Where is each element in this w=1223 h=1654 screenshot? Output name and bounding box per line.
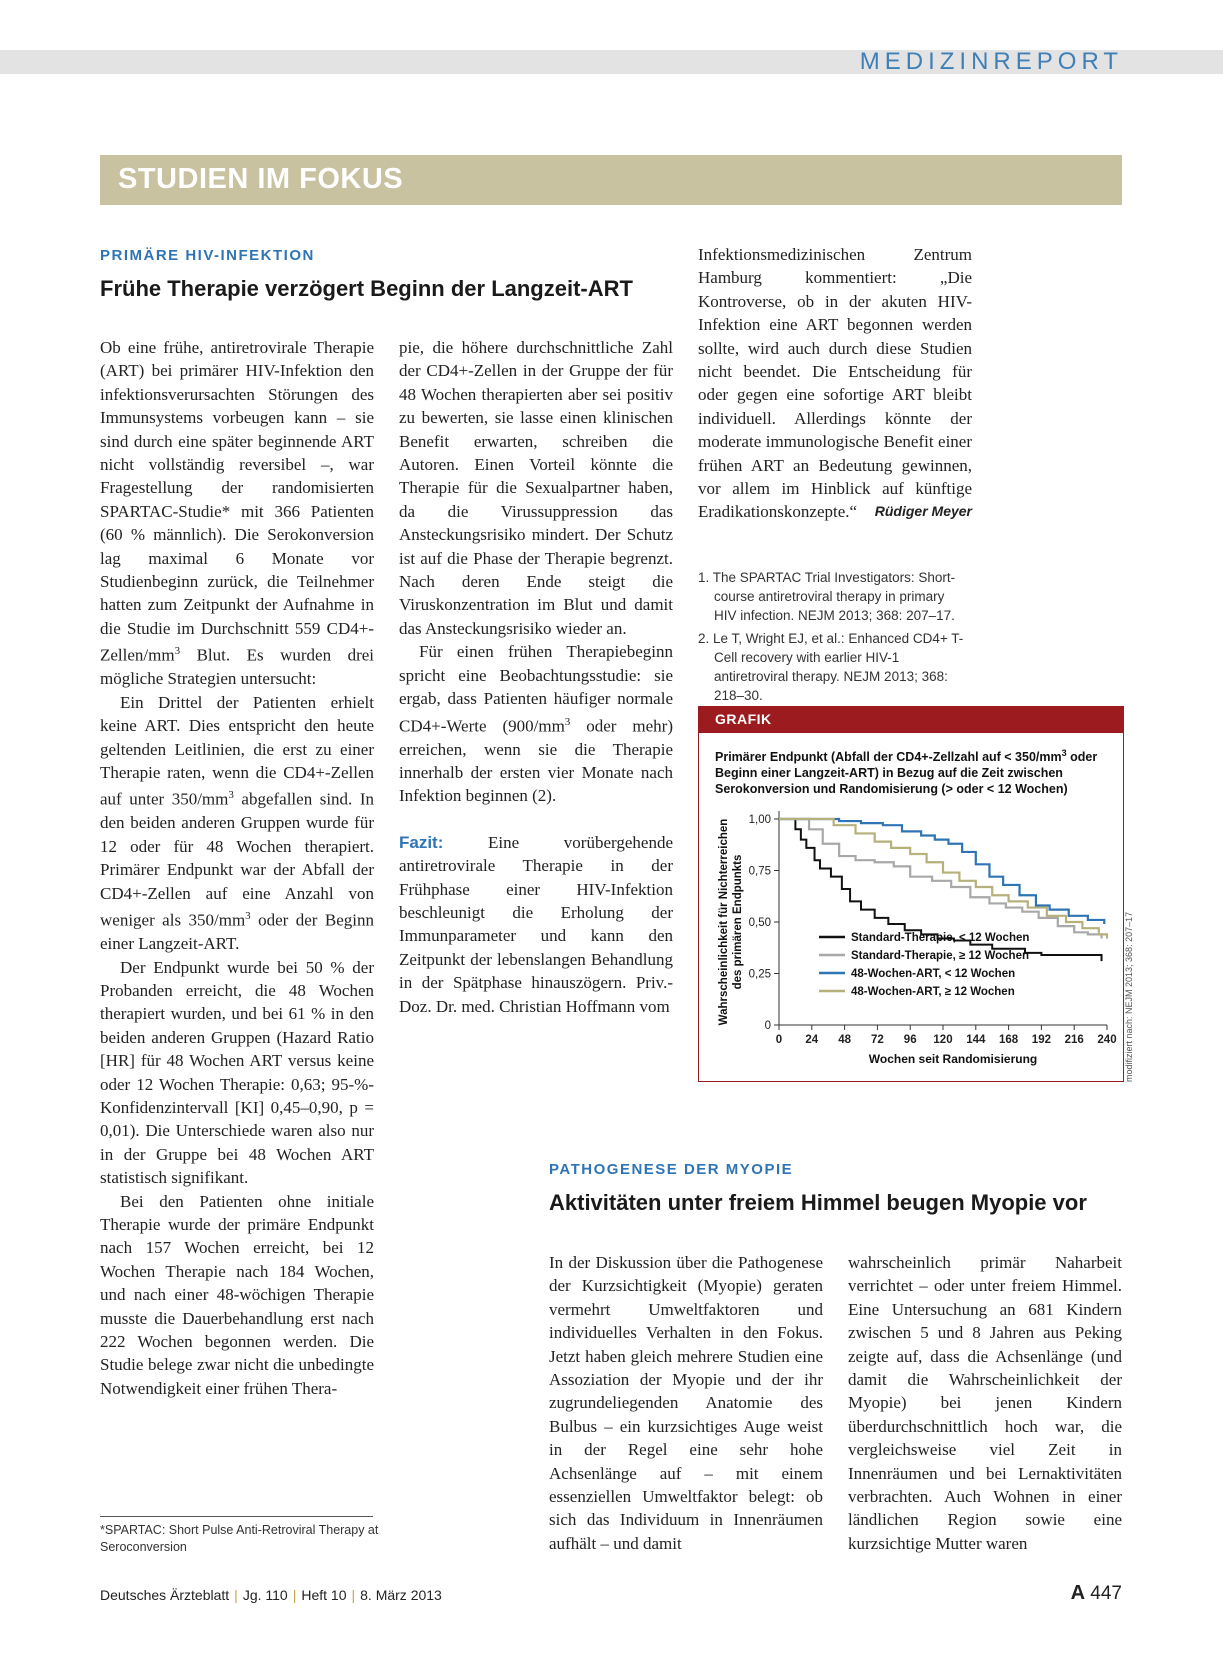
legend-label: Standard-Therapie, ≥ 12 Wochen [851, 950, 1029, 962]
journal-name: Deutsches Ärzteblatt [100, 1587, 230, 1603]
volume: Jg. 110 [242, 1587, 288, 1603]
rubric: MEDIZINREPORT [859, 48, 1123, 75]
chart-svg [699, 707, 1123, 1081]
article2-column-2 [848, 1251, 1122, 1555]
x-tick-label: 48 [838, 1034, 851, 1046]
y-tick-label: 0 [764, 1020, 771, 1032]
article1-column-2 [399, 336, 673, 1018]
source-note: modifiziert nach: NEJM 2013; 368: 207–17 [1124, 911, 1134, 1082]
x-tick-label: 24 [805, 1034, 819, 1046]
date: 8. März 2013 [360, 1587, 442, 1603]
x-tick-label: 0 [775, 1034, 783, 1046]
section-bar [100, 155, 1122, 205]
fazit-paragraph: Fazit: Eine vorübergehende antiretrovirale Therapie in der Frühphase einer HIV-Infektion beschleunigt die Erholung der Immunparameter und kann den Zeitpunkt der lebenslangen Behandlung in der Spätphase hinauszögern. Priv.-Doz. Dr. med. Christian Hoffmann vom [399, 832, 673, 1016]
grafik-label: GRAFIK [699, 707, 1123, 733]
y-tick-label: 0,25 [748, 968, 771, 981]
references [698, 568, 968, 709]
legend-label: 48-Wochen-ART, < 12 Wochen [851, 968, 1016, 980]
paragraph: Ein Drittel der Patienten erhielt keine ART. Dies entspricht den heute geltenden Leitlinien, die erst zu einer Therapie raten, wenn die CD4+-Zellen auf unter $350/mm^3$ abgefallen sind. In den beiden anderen Gruppen wurde für 12 oder für 48 Wochen therapiert. Primärer Endpunkt war der Abfall der CD4+-Zellen auf eine Anzahl von weniger als $350/mm^3$ oder der Beginn einer Langzeit-ART. [100, 692, 374, 954]
y-tick-label: 0,75 [748, 865, 771, 878]
series-line-2 [779, 819, 1102, 938]
paragraph: Ob eine frühe, antiretrovirale Therapie (ART) bei primärer HIV-Infektion den infektionsverursachten Störungen des Immunsystems vorbeugen kann – sie sind durch eine später beginnende ART nicht vollständig reversibel –, war Fragestellung der randomisierten SPARTAC-Studie* mit 366 Patienten (60 % männlich). Die Serokonversion lag maximal 6 Monate vor Studienbeginn zurück, die Teilnehmer hatten zum Zeitpunkt der Aufnahme in die Studie im Durchschnitt 559 $CD4+-Zellen/mm^3$ Blut. Es wurden drei mögliche Strategien untersucht: [100, 338, 374, 689]
paragraph: wahrscheinlich primär Naharbeit verrichtet – oder unter freiem Himmel. Eine Untersuchung an 681 Kindern zwischen 5 und 8 Jahren aus Peking zeigte auf, dass die Achsenlänge (und damit die Wahrscheinlichkeit der Myopie) bei jenen Kindern überdurchschnittlich hoch war, die vergleichsweise viel Zeit in Innenräumen und bei Lernaktivitäten verbrachten. Auch Wohnen in einer ländlichen Region sowie eine kurzsichtige Mutter waren [848, 1253, 1122, 1553]
article2-column-1 [549, 1251, 823, 1555]
paragraph: Infektionsmedizinischen Zentrum Hamburg kommentiert: „Die Kontroverse, ob in der akuten HIV-Infektion eine ART begonnen werden sollte, wird auch durch diese Studien nicht beendet. Die Entscheidung für oder gegen eine sofortige ART bleibt individuell. Allerdings könnte der moderate immunologische Benefit einer frühen ART an Bedeutung gewinnen, vor allem im Hinblick auf künftige Eradikationskonzepte.“ Rüdiger Meyer [698, 243, 972, 524]
series-line-3 [779, 819, 1104, 924]
author: Rüdiger Meyer [874, 503, 972, 520]
x-tick-label: 168 [999, 1034, 1019, 1046]
chart-title: Primärer Endpunkt (Abfall der CD4+-Zellzahl auf < $350/mm^3$ oder Beginn einer Langzeit-ART) in Bezug auf die Zeit zwischen Serokonversion und Randomisierung (> oder < 12 Wochen) [715, 748, 1098, 797]
x-tick-label: 120 [933, 1034, 953, 1046]
article1-column-3 [698, 243, 972, 524]
y-axis-label-line2: des primären Endpunkts [732, 854, 744, 990]
article1-column-1 [100, 336, 374, 1400]
fazit-label: Fazit: [399, 832, 444, 852]
paragraph: pie, die höhere durchschnittliche Zahl der CD4+-Zellen in der Gruppe der für 48 Wochen therapierten aber sei positiv zu bewerten, sie lasse einen klinischen Benefit erwarten, schreiben die Autoren. Einen Vorteil könnte die Therapie für die Sexualpartner haben, da die Virussuppression das Ansteckungsrisiko mindert. Der Schutz ist auf die Phase der Therapie begrenzt. Nach deren Ende steigt die Viruskonzentration im Blut und damit das Ansteckungsrisiko wieder an. [399, 338, 673, 638]
x-tick-label: 240 [1097, 1034, 1117, 1046]
x-tick-label: 216 [1064, 1034, 1084, 1046]
paragraph: Bei den Patienten ohne initiale Therapie wurde der primäre Endpunkt nach 157 Wochen erreicht, bei 12 Wochen Therapie nach 184 Wochen, und nach einer 48-wöchigen Therapie musste die Dauerbehandlung erst nach 222 Wochen begonnen werden. Die Studie belege zwar nicht die unbedingte Notwendigkeit einer frühen Thera- [100, 1191, 374, 1398]
article2-kicker: PATHOGENESE DER MYOPIE [549, 1161, 794, 1178]
article1-kicker: PRIMÄRE HIV-INFEKTION [100, 247, 315, 264]
x-tick-label: 192 [1031, 1034, 1051, 1046]
footnote-divider [100, 1516, 373, 1517]
footer-citation: Deutsches Ärzteblatt | Jg. 110 | Heft 10 | 8. März 2013 [100, 1587, 442, 1603]
y-tick-label: 1,00 [748, 814, 771, 826]
x-tick-label: 144 [966, 1034, 986, 1046]
section-title: STUDIEN IM FOKUS [118, 163, 404, 195]
x-tick-label: 72 [871, 1034, 884, 1046]
paragraph: Für einen frühen Therapiebeginn spricht eine Beobachtungsstudie: sie ergab, dass Patienten häufiger normale CD4+-Werte ($900/mm^3$ oder mehr) erreichen, wenn sie die Therapie innerhalb der ersten vier Monate nach Infektion beginnen (2). [399, 642, 673, 806]
paragraph: In der Diskussion über die Pathogenese der Kurzsichtigkeit (Myopie) geraten vermehrt Umweltfaktoren und individuelles Verhalten in den Fokus. Jetzt haben gleich mehrere Studien eine Assoziation der Myopie und der ihr zugrundeliegenden Anatomie des Bulbus – ein kurzsichtiges Auge weist in der Regel eine sehr hohe Achsenlänge auf – mit einem essenziellen Umweltfaktor belegt: ob sich das Individuum in Innenräumen aufhält – und damit [549, 1253, 823, 1553]
legend-label: 48-Wochen-ART, ≥ 12 Wochen [851, 986, 1015, 998]
article2-headline: Aktivitäten unter freiem Himmel beugen Myopie vor [549, 1190, 1087, 1215]
x-tick-label: 96 [903, 1034, 917, 1046]
paragraph: Der Endpunkt wurde bei 50 % der Probanden erreicht, die 48 Wochen therapiert wurden, und bei 61 % in den beiden anderen Gruppen (Hazard Ratio [HR] für 48 Wochen ART versus keine oder 12 Wochen Therapie: 0,63; 95-%-Konfidenzintervall [KI] 0,45–0,90, p = 0,01). Die Unterschiede waren also nur in der Gruppe bei 48 Wochen ART statistisch signifikant. [100, 957, 374, 1188]
page-number: A 447 [1070, 1582, 1122, 1604]
y-axis-label: Wahrscheinlichkeit für Nichterreichen [718, 818, 730, 1026]
x-axis-label: Wochen seit Randomisierung [868, 1052, 1038, 1066]
issue: Heft 10 [301, 1587, 347, 1603]
legend-label: Standard-Therapie, < 12 Wochen [851, 932, 1030, 944]
reference-item: 2. Le T, Wright EJ, et al.: Enhanced CD4+ T-Cell recovery with earlier HIV-1 antiretroviral therapy. NEJM 2013; 368: 218–30. [698, 631, 964, 703]
article1-headline: Frühe Therapie verzögert Beginn der Langzeit-ART [100, 276, 633, 301]
y-tick-label: 0,50 [748, 917, 771, 929]
grafik-box [698, 706, 1124, 1082]
footnote: *SPARTAC: Short Pulse Anti-Retroviral Therapy at Seroconversion [100, 1523, 379, 1554]
reference-item: 1. The SPARTAC Trial Investigators: Short-course antiretroviral therapy in primary HIV infection. NEJM 2013; 368: 207–17. [698, 570, 956, 623]
